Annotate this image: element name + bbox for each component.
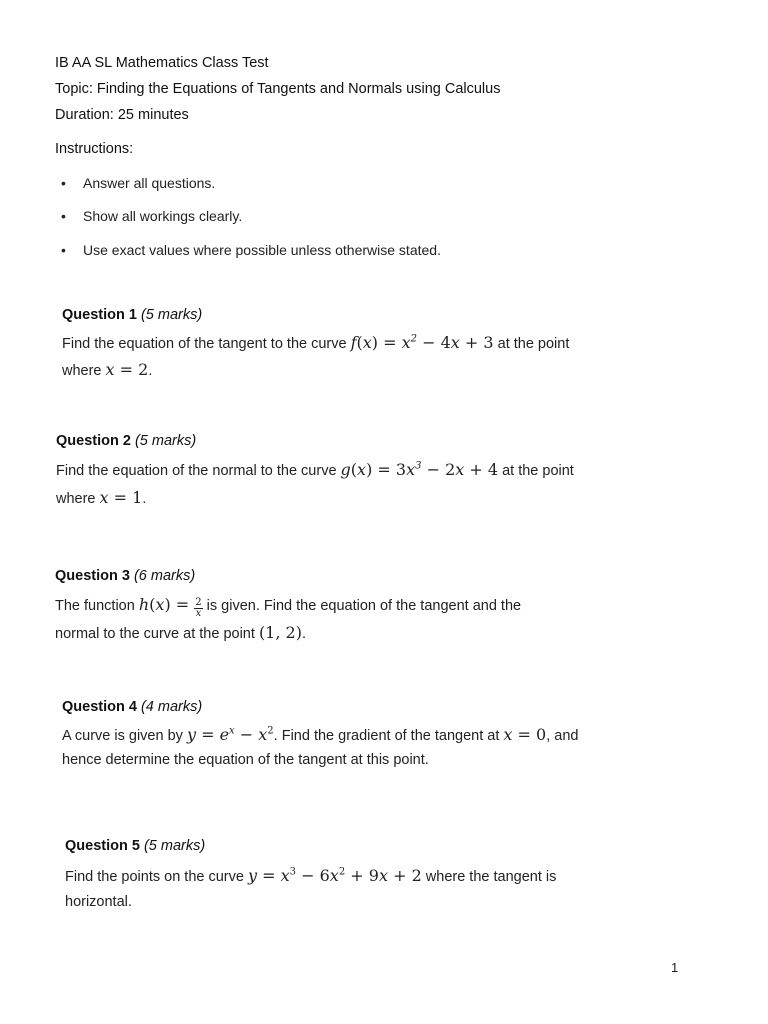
question-2-title: Question 2 (5 marks) — [56, 433, 197, 449]
question-2-line-2: where x = 1. — [56, 488, 147, 507]
fraction: $\frac{2}{x}$ — [195, 597, 202, 619]
question-1-marks: (5 marks) — [140, 307, 203, 323]
page-number: 1 — [671, 960, 679, 975]
question-2-marks: (5 marks) — [134, 433, 197, 449]
equation-y: $y = x^3 - 6x^2 + 9x + 2$ — [247, 866, 422, 885]
question-5-marks: (5 marks) — [143, 838, 206, 854]
equation-y: $y = e^x - x^2$ — [186, 725, 274, 744]
bullet-icon: • — [61, 208, 66, 224]
equation-f: $f(x) = x^2 - 4x + 3$ — [350, 333, 494, 352]
question-3-marks: (6 marks) — [133, 568, 196, 584]
question-3-title: Question 3 (6 marks) — [55, 568, 196, 584]
question-1-line-2: where x = 2. — [62, 360, 153, 379]
instruction-item — [61, 175, 216, 191]
question-4-marks: (4 marks) — [140, 699, 203, 715]
point: (1, 2) — [258, 623, 302, 642]
instruction-text: Use exact values where possible unless otherwise stated. — [83, 242, 441, 258]
question-1-title: Question 1 (5 marks) — [62, 307, 203, 323]
instruction-text: Answer all questions. — [83, 175, 216, 191]
condition-x: x = 0 — [503, 725, 547, 744]
bullet-icon: • — [61, 175, 66, 191]
instruction-text: Show all workings clearly. — [83, 208, 243, 224]
condition-x: x = 2 — [105, 360, 149, 379]
question-4-line-2: hence determine the equation of the tangent at this point. — [62, 752, 429, 768]
test-duration: Duration: 25 minutes — [55, 107, 189, 123]
question-3-line-2: normal to the curve at the point (1, 2). — [55, 623, 306, 642]
question-1-line-1: Find the equation of the tangent to the curve $f(x) = x^2 - 4x + 3$ at the point — [62, 333, 570, 352]
question-5-line-1: Find the points on the curve $y = x^3 - 6x^2 + 9x + 2$ where the tangent is — [65, 866, 557, 885]
test-title: IB AA SL Mathematics Class Test — [55, 55, 269, 71]
question-4-title: Question 4 (4 marks) — [62, 699, 203, 715]
question-3-line-1: The function h(x) = $\frac{2}{x}$ is given. Find the equation of the tangent and the — [55, 595, 522, 619]
instruction-item — [61, 242, 441, 258]
instruction-item — [61, 208, 243, 224]
bullet-icon: • — [61, 242, 66, 258]
equation-h: h(x) = $\frac{2}{x}$ — [138, 595, 202, 619]
question-5-title: Question 5 (5 marks) — [65, 838, 206, 854]
equation-g: $g(x) = 3x^3 - 2x + 4$ — [340, 460, 499, 479]
condition-x: x = 1 — [99, 488, 143, 507]
question-4-line-1: A curve is given by $y = e^x - x^2$. Find the gradient of the tangent at x = 0, and — [62, 725, 579, 744]
question-5-line-2: horizontal. — [65, 894, 132, 910]
test-topic: Topic: Finding the Equations of Tangents and Normals using Calculus — [55, 81, 501, 97]
instructions-label: Instructions: — [55, 141, 134, 157]
question-2-line-1: Find the equation of the normal to the curve $g(x) = 3x^3 - 2x + 4$ at the point — [56, 460, 574, 479]
